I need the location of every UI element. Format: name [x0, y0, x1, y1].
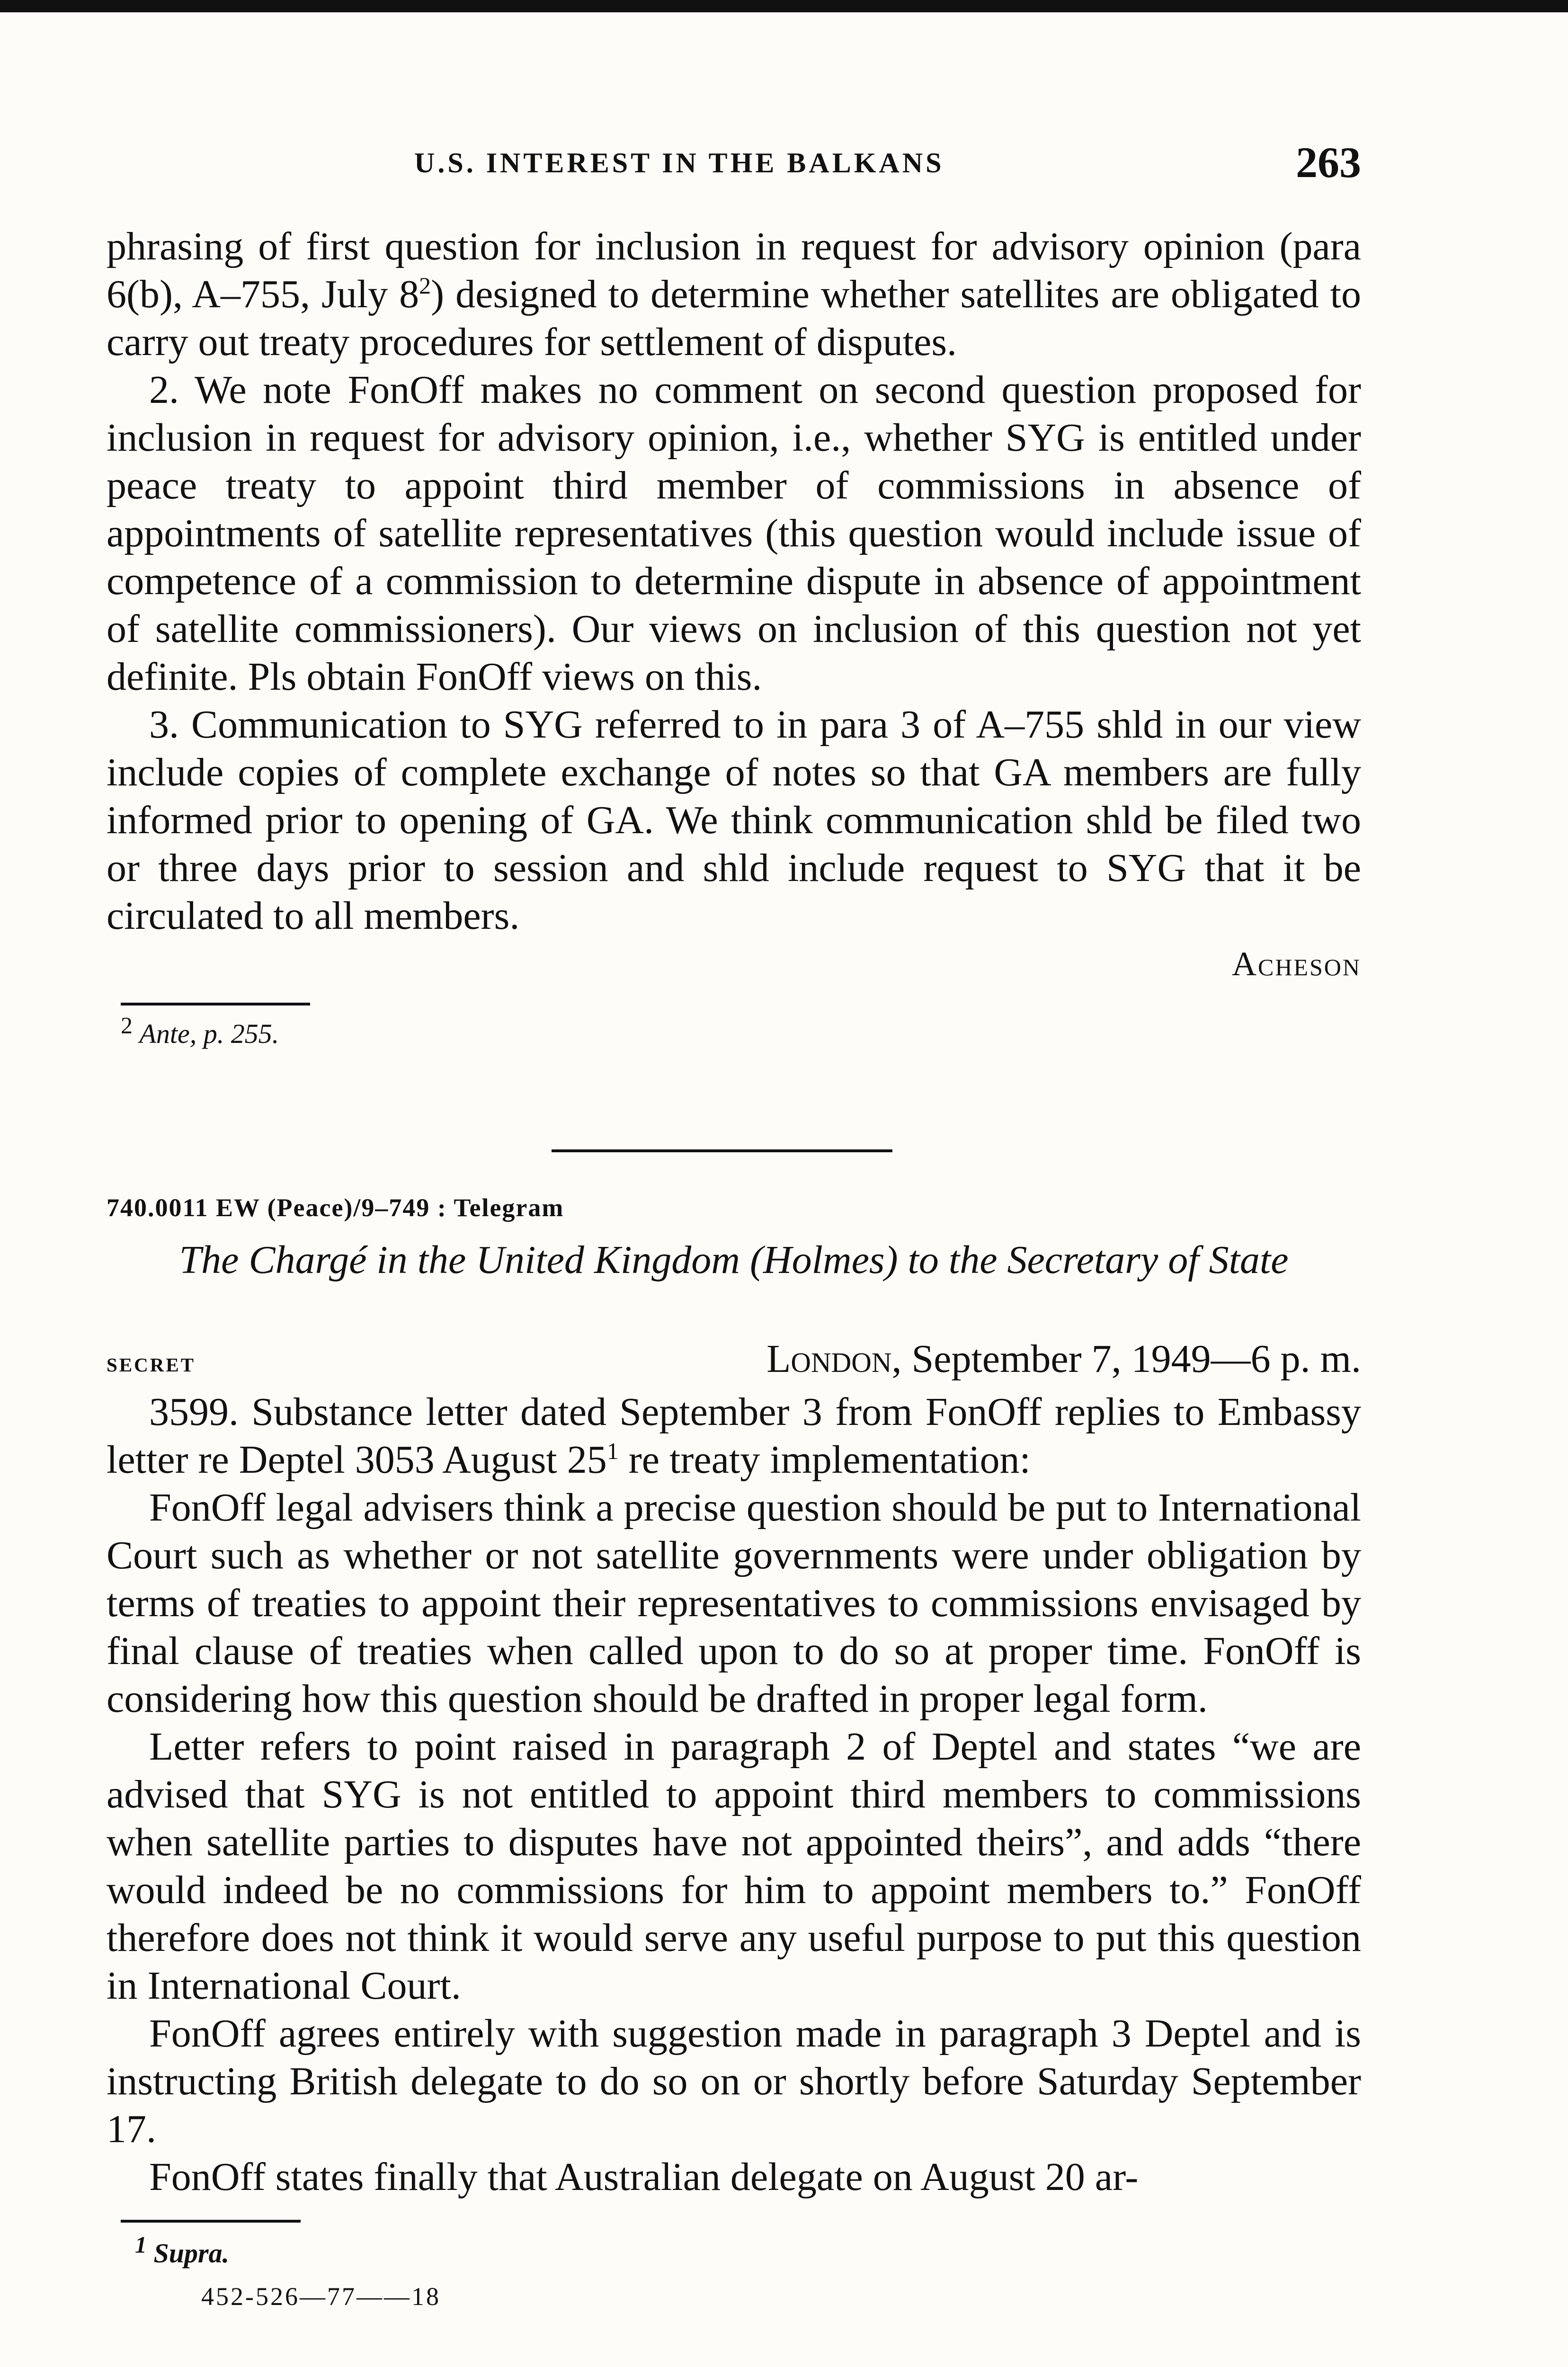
dateline — [107, 1336, 1361, 1388]
printer-code: 452-526—77——18 — [201, 2282, 441, 2311]
footnote-ref-1: 1 — [606, 1438, 619, 1464]
document-heading: The Chargé in the United Kingdom (Holmes) to the Secretary of State — [179, 1238, 1289, 1282]
footnote-2: $^2$ Ante, p. 255. — [121, 1012, 279, 1049]
paragraph-1: phrasing of first question for inclusion in request for advisory opinion (para 6(b), A–755, July $8^2$) designed to determine whether satellites are obligated to carry out treaty procedures for settlement of disputes. — [107, 224, 1361, 364]
telegram-body — [107, 1388, 1361, 2201]
paragraph-legal-advisers: FonOff legal advisers think a precise question should be put to International Court such as whether or not satellite governments were under obligation by terms of treaties to appoint their representatives to commissions envisaged by final clause of treaties when called upon to do so at proper time. FonOff is considering how this question should be drafted in proper legal form. — [107, 1486, 1361, 1721]
running-head — [107, 137, 1361, 189]
paragraph-3: 3. Communication to SYG referred to in para 3 of A–755 shld in our view include copies of complete exchange of notes so that GA members are fully informed prior to opening of GA. We think communication shld be filed two or three days prior to session and shld include request to SYG that it be circulated to all members. — [107, 703, 1361, 938]
telegram-continuation — [107, 222, 1361, 1050]
running-title: U.S. INTEREST IN THE BALKANS — [414, 147, 944, 178]
section-divider — [552, 1149, 892, 1152]
paragraph-2: 2. We note FonOff makes no comment on second question proposed for inclusion in request for advisory opinion, i.e., whether SYG is entitled under peace treaty to appoint third member of commissions in absence of appointments of satellite representatives (this question would include issue of competence of a commission to determine dispute in absence of appointment of satellite commissioners). Our views on inclusion of this question not yet definite. Pls obtain FonOff views on this. — [107, 368, 1361, 699]
paragraph-letter-refers: Letter refers to point raised in paragraph 2 of Deptel and states “we are advised that SYG is not entitled to appoint third members to commissions when satellite parties to disputes have not appointed theirs”, and adds “there would indeed be no commissions for him to appoint members to.” FonOff therefore does not think it would serve any useful purpose to put this question in International Court. — [107, 1725, 1361, 2008]
telegram-holmes — [107, 1193, 1361, 2311]
page-number: 263 — [1296, 138, 1361, 187]
paragraph-fonoff-states: FonOff states finally that Australian delegate on August 20 ar- — [149, 2155, 1139, 2199]
page-top-edge — [0, 0, 1568, 12]
footnote-1: $^1$ Supra. — [135, 2231, 230, 2269]
document-reference: 740.0011 EW (Peace)/9–749 : Telegram — [107, 1193, 564, 1222]
paragraph-fonoff-agrees: FonOff agrees entirely with suggestion made in paragraph 3 Deptel and is instructing British delegate to do so on or shortly before Saturday September 17. — [107, 2011, 1361, 2151]
classification: secret — [107, 1347, 196, 1378]
paragraph-3599: 3599. Substance letter dated September 3 from FonOff replies to Embassy letter re Deptel 3053 August $25^1$ re treaty implementation: — [107, 1390, 1361, 1482]
place-date: London, September 7, 1949—6 p. m. — [766, 1337, 1361, 1381]
signature: Acheson — [1231, 945, 1361, 983]
footnote-ref-2: 2 — [419, 272, 431, 299]
footnote-rule — [121, 1003, 310, 1006]
footnote-rule-2 — [121, 2220, 301, 2223]
